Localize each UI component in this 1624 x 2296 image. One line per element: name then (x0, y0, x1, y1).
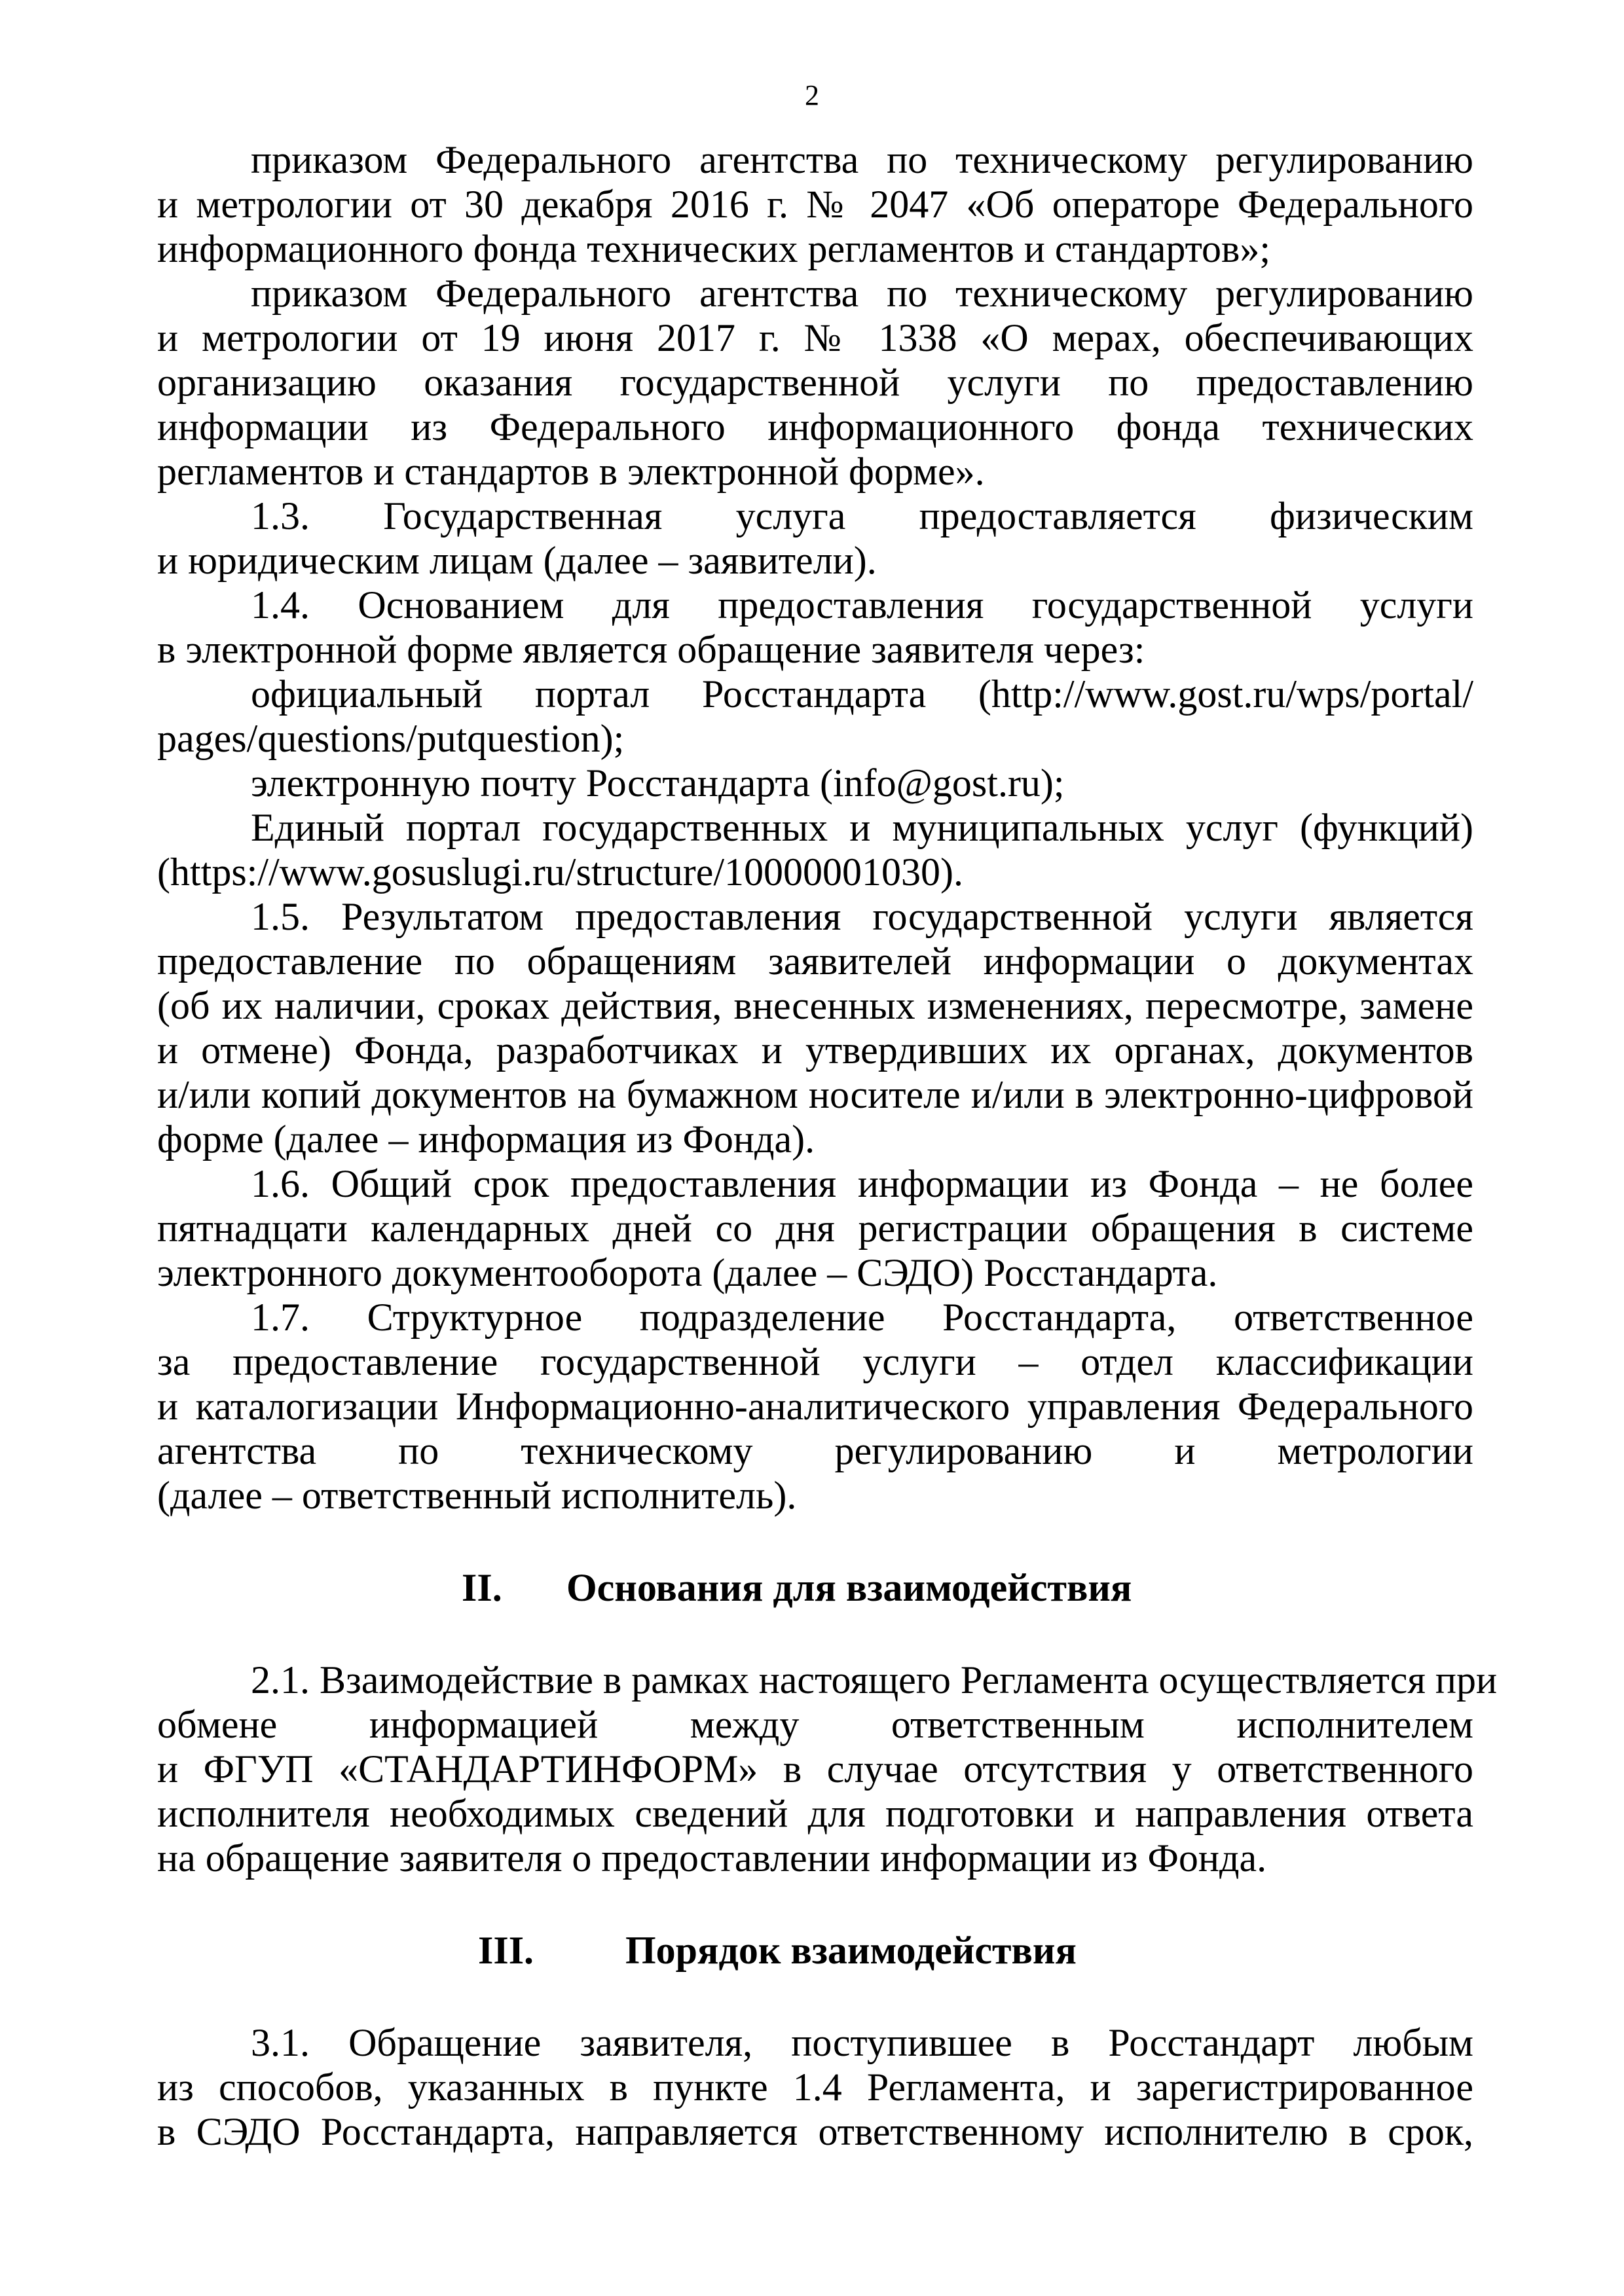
text-line: в электронной форме является обращение заявителя через: (157, 628, 1145, 671)
text-line: официальный портал Росстандарта (http://www.gost.ru/wps/portal/ (251, 672, 1473, 716)
text-line: 1.7. Структурное подразделение Росстандарта, ответственное (251, 1296, 1473, 1339)
text-line: 1.3. Государственная услуга предоставляется физическим (251, 494, 1473, 538)
paragraph-order-2047 (157, 137, 1473, 271)
paragraph-1-5 (157, 894, 1473, 1161)
text-line: pages/questions/putquestion); (157, 717, 625, 760)
text-line: 2.1. Взаимодействие в рамках настоящего Регламента осуществляется при (251, 1658, 1498, 1702)
text-line: за предоставление государственной услуги – отдел классификации (157, 1340, 1473, 1383)
text-line: в СЭДО Росстандарта, направляется ответственному исполнителю в срок, (157, 2110, 1473, 2153)
section-title: Основания для взаимодействия (566, 1566, 1132, 1609)
paragraph-gosuslugi (157, 805, 1473, 894)
text-line: (https://www.gosuslugi.ru/structure/10000001030). (157, 850, 964, 894)
text-line: 3.1. Обращение заявителя, поступившее в Росстандарт любым (251, 2021, 1473, 2064)
text-line: информации из Федерального информационного фонда технических (157, 405, 1473, 448)
section-number: II. (462, 1566, 502, 1609)
text-line: и/или копий документов на бумажном носителе и/или в электронно-цифровой (157, 1073, 1473, 1116)
section-number: III. (478, 1929, 534, 1972)
section-title: Порядок взаимодействия (625, 1929, 1077, 1972)
page-number: 2 (805, 79, 819, 111)
text-line: пятнадцати календарных дней со дня регистрации обращения в системе (157, 1207, 1473, 1250)
paragraph-1-3 (157, 494, 1473, 583)
text-line: 1.4. Основанием для предоставления государственной услуги (251, 583, 1473, 627)
text-line: и ФГУП «СТАНДАРТИНФОРМ» в случае отсутствия у ответственного (157, 1747, 1473, 1791)
text-line: Единый портал государственных и муниципальных услуг (функций) (251, 806, 1473, 849)
paragraph-official-portal (157, 672, 1473, 761)
text-line: из способов, указанных в пункте 1.4 Регламента, и зарегистрированное (157, 2066, 1473, 2109)
text-line: на обращение заявителя о предоставлении информации из Фонда. (157, 1836, 1267, 1880)
text-line: исполнителя необходимых сведений для подготовки и направления ответа (157, 1792, 1473, 1835)
paragraph-3-1 (157, 2020, 1473, 2154)
text-line: 1.6. Общий срок предоставления информации из Фонда – не более (251, 1162, 1473, 1205)
text-line: предоставление по обращениям заявителей информации о документах (157, 939, 1473, 983)
text-line: 1.5. Результатом предоставления государственной услуги является (251, 895, 1473, 938)
section-spacer (157, 1518, 1473, 1565)
text-line: форме (далее – информация из Фонда). (157, 1118, 815, 1161)
text-line: и отмене) Фонда, разработчиках и утвердивших их органах, документов (157, 1029, 1473, 1072)
paragraph-order-1338 (157, 271, 1473, 494)
text-line: и метрологии от 19 июня 2017 г. № 1338 «О мерах, обеспечивающих (157, 316, 1473, 359)
text-line: и юридическим лицам (далее – заявители). (157, 539, 877, 582)
section-heading-iii (157, 1928, 1473, 1973)
text-line: (об их наличии, сроках действия, внесенных изменениях, пересмотре, замене (157, 984, 1473, 1027)
paragraph-1-6 (157, 1161, 1473, 1295)
section-spacer (157, 1610, 1473, 1658)
paragraph-1-7 (157, 1295, 1473, 1518)
text-line: обмене информацией между ответственным исполнителем (157, 1703, 1473, 1746)
paragraph-email (157, 761, 1473, 805)
text-line: (далее – ответственный исполнитель). (157, 1474, 797, 1517)
text-line: электронную почту Росстандарта (info@gost.ru); (251, 761, 1065, 805)
text-line: организацию оказания государственной услуги по предоставлению (157, 361, 1473, 404)
text-line: и метрологии от 30 декабря 2016 г. № 2047 «Об операторе Федерального (157, 183, 1473, 226)
text-line: приказом Федерального агентства по техническому регулированию (251, 272, 1473, 315)
text-line: электронного документооборота (далее – СЭДО) Росстандарта. (157, 1251, 1218, 1294)
text-line: информационного фонда технических регламентов и стандартов»; (157, 227, 1271, 270)
paragraph-1-4 (157, 583, 1473, 672)
text-line: регламентов и стандартов в электронной форме». (157, 450, 985, 493)
text-line: агентства по техническому регулированию и метрологии (157, 1429, 1473, 1472)
text-line: приказом Федерального агентства по техническому регулированию (251, 138, 1473, 181)
section-spacer (157, 1973, 1473, 2020)
section-heading-ii (157, 1565, 1473, 1610)
document-body (157, 137, 1498, 2154)
paragraph-2-1 (157, 1658, 1498, 1880)
section-spacer (157, 1880, 1473, 1928)
text-line: и каталогизации Информационно-аналитического управления Федерального (157, 1385, 1473, 1428)
